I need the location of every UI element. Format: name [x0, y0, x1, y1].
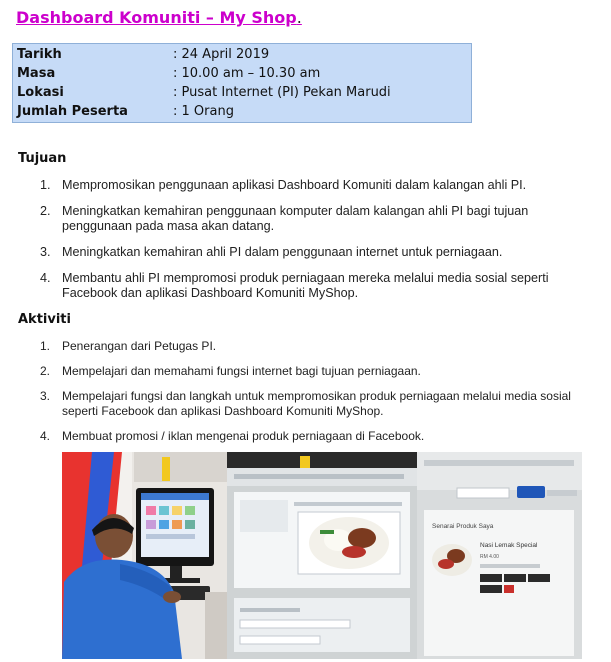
list-item: 1. Penerangan dari Petugas PI. — [40, 339, 217, 353]
photo-participant-at-computer — [62, 452, 227, 659]
detail-value: : 24 April 2019 — [173, 47, 270, 62]
detail-label: Lokasi — [17, 85, 64, 100]
list-item: 3. Meningkatkan kemahiran ahli PI dalam penggunaan internet untuk perniagaan. — [40, 245, 503, 259]
delete-button-icon — [504, 585, 514, 593]
photo-screen-product-page — [227, 452, 417, 659]
save-button-icon — [517, 486, 545, 498]
list-item: 4. Membantu ahli PI mempromosi produk perniagaan mereka melalui media sosial seperti Facebook dan aplikasi Dashboard Komuniti MyShop. — [40, 271, 549, 300]
list-item: 2. Mempelajari dan memahami fungsi internet bagi tujuan perniagaan. — [40, 364, 421, 378]
product-name: Nasi Lemak Special — [480, 542, 538, 549]
photo-collage — [62, 452, 582, 659]
detail-value: : 10.00 am – 10.30 am — [173, 66, 321, 81]
detail-value: : 1 Orang — [173, 104, 234, 119]
activity-photos — [62, 452, 582, 659]
tujuan-list — [36, 178, 596, 312]
section-heading-aktiviti: Aktiviti — [18, 312, 71, 327]
detail-label: Tarikh — [17, 47, 62, 62]
product-price: RM 4.00 — [480, 554, 499, 560]
detail-value: : Pusat Internet (PI) Pekan Marudi — [173, 85, 391, 100]
detail-row-tarikh — [17, 45, 467, 64]
detail-label: Masa — [17, 66, 56, 81]
product-list-heading: Senarai Produk Saya — [432, 523, 494, 530]
detail-row-masa — [17, 64, 467, 83]
document-title: Dashboard Komuniti – My Shop. — [16, 8, 302, 27]
aktiviti-list — [36, 339, 596, 454]
list-item: 4. Membuat promosi / iklan mengenai produk perniagaan di Facebook. — [40, 429, 425, 443]
list-item: 3. Mempelajari fungsi dan langkah untuk mempromosikan produk perniagaan melalui media sosial seperti Facebook dan aplikasi Dashboard Komuniti MyShop. — [40, 389, 571, 418]
detail-row-lokasi — [17, 83, 467, 102]
event-details-box — [12, 43, 472, 123]
list-item: 2. Meningkatkan kemahiran penggunaan komputer dalam kalangan ahli PI bagi tujuan penggunaan pada masa akan datang. — [40, 204, 529, 233]
section-heading-tujuan: Tujuan — [18, 151, 67, 166]
edit-button-icon — [480, 574, 502, 582]
detail-label: Jumlah Peserta — [17, 104, 128, 119]
list-item: 1. Mempromosikan penggunaan aplikasi Dashboard Komuniti dalam kalangan ahli PI. — [40, 178, 527, 192]
detail-row-jumlah-peserta — [17, 102, 467, 121]
photo-product-list-screen — [417, 452, 582, 659]
